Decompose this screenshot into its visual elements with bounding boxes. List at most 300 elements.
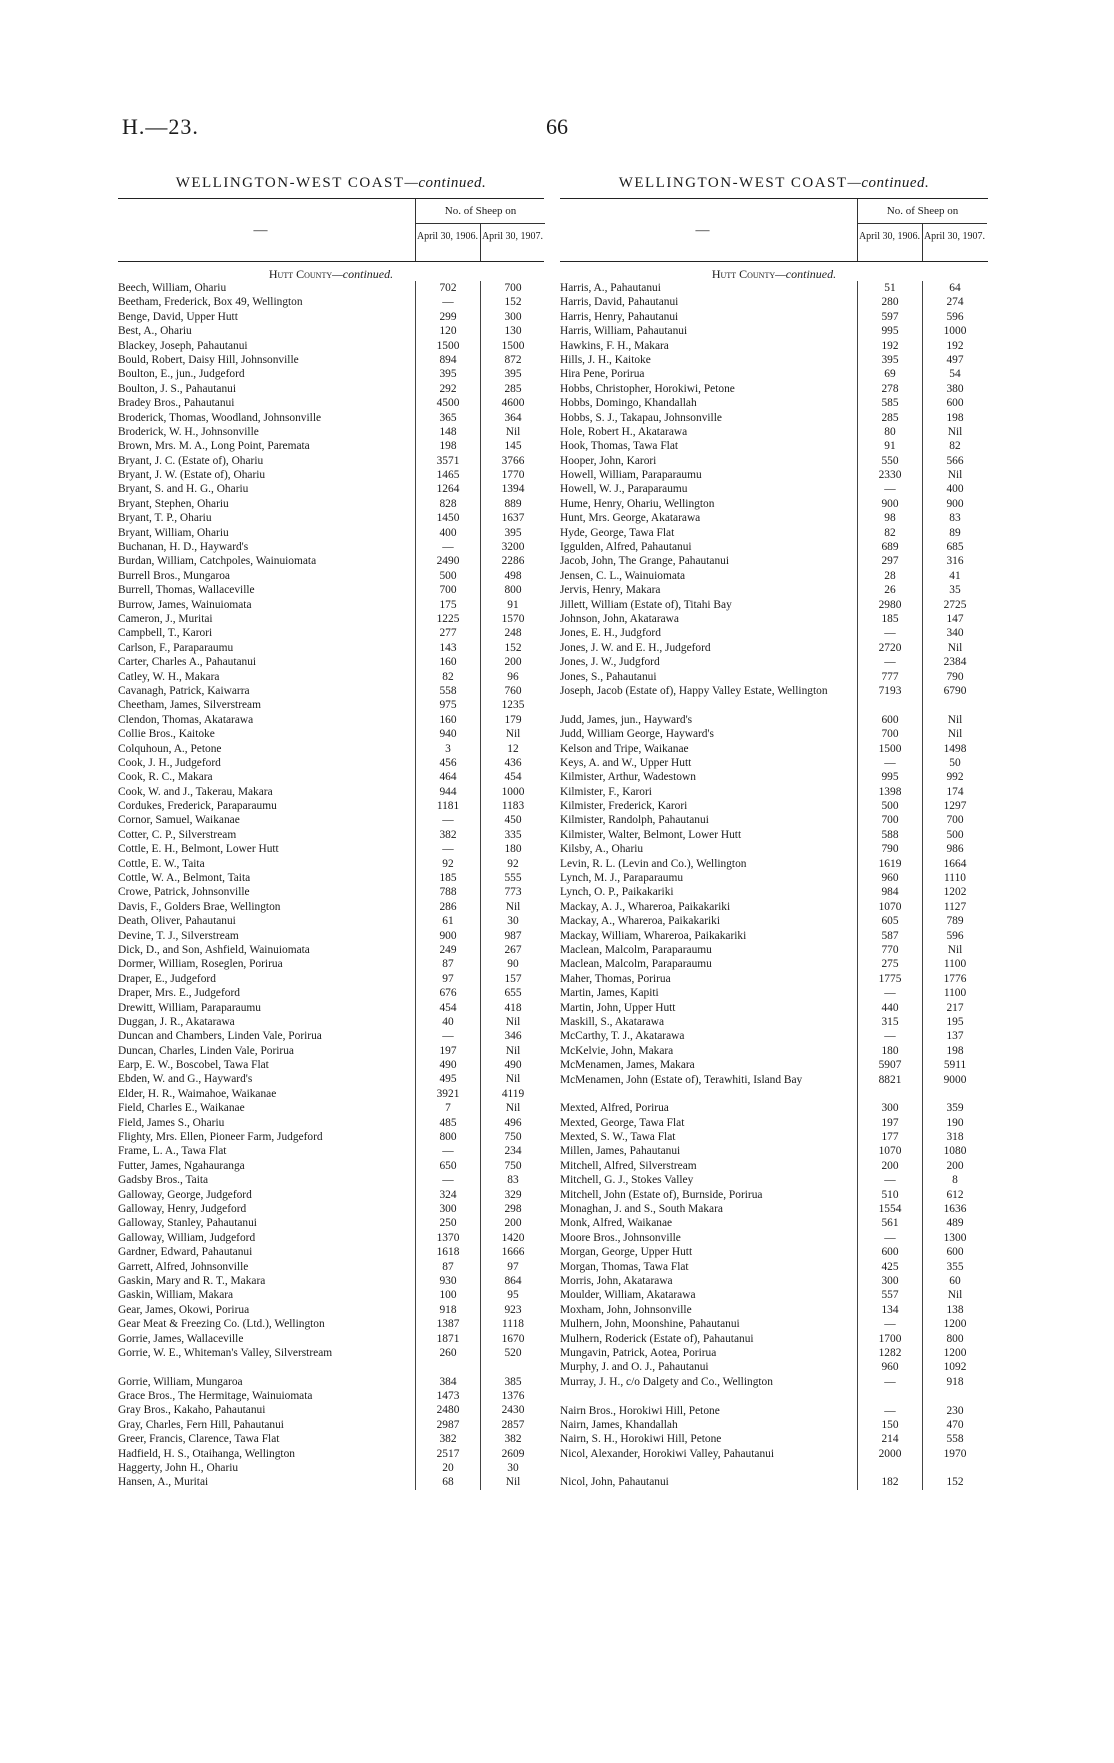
sheep-1907: 496 (480, 1116, 545, 1130)
owner-name: Futter, James, Ngahauranga (118, 1159, 245, 1172)
owner-name: Crowe, Patrick, Johnsonville (118, 886, 250, 899)
table-row (560, 1475, 988, 1489)
owner-name: Bryant, Stephen, Ohariu (118, 497, 229, 510)
sheep-1906: 395 (857, 353, 922, 367)
sheep-1907: 6790 (922, 684, 987, 713)
owner-name: Harris, A., Pahautanui (560, 282, 661, 294)
column-title: WELLINGTON-WEST COAST—continued. (175, 175, 487, 191)
table-row (560, 1173, 988, 1187)
sheep-1907: 1570 (480, 612, 545, 626)
sheep-1906: 285 (857, 411, 922, 425)
sheep-1906: 600 (857, 713, 922, 727)
sheep-1906: 975 (415, 698, 480, 712)
sheep-1906: 550 (857, 454, 922, 468)
sheep-1906: 280 (857, 295, 922, 309)
owner-name: Frame, L. A., Tawa Flat (118, 1145, 227, 1158)
table-row (118, 943, 544, 957)
sheep-1906: 600 (857, 1245, 922, 1259)
sheep-1907: Nil (922, 943, 987, 957)
sheep-1907: 655 (480, 986, 545, 1000)
table-header (118, 198, 544, 262)
sheep-1906: 454 (415, 1001, 480, 1015)
sheep-1906: 148 (415, 425, 480, 439)
sheep-1907: 1080 (922, 1144, 987, 1158)
sheep-1906: 944 (415, 785, 480, 799)
table-row (118, 871, 544, 885)
table-row (560, 598, 988, 612)
sheep-1906: 1619 (857, 857, 922, 871)
table-row (560, 382, 988, 396)
sheep-1907: Nil (480, 1044, 545, 1058)
table-row (118, 367, 544, 381)
sheep-1906: 87 (415, 957, 480, 971)
year-1907-header: April 30, 1907. (922, 224, 986, 261)
owner-name: Bryant, T. P., Ohariu (118, 512, 212, 525)
table-row (118, 929, 544, 943)
sheep-1906: 995 (857, 770, 922, 784)
table-row (118, 1288, 544, 1302)
sheep-1907: 230 (922, 1404, 987, 1418)
table-row (118, 885, 544, 899)
owner-name: Beetham, Frederick, Box 49, Wellington (118, 296, 303, 309)
sheep-1906: 1070 (857, 1144, 922, 1158)
sheep-1907: 9000 (922, 1073, 987, 1102)
owner-name: Bryant, J. C. (Estate of), Ohariu (118, 454, 264, 467)
sheep-1906: 185 (857, 612, 922, 626)
sheep-1907: Nil (480, 1015, 545, 1029)
sheep-1907: 1000 (480, 785, 545, 799)
table-row (118, 1403, 544, 1417)
table-row (118, 1274, 544, 1288)
owner-name: Earp, E. W., Boscobel, Tawa Flat (118, 1059, 269, 1072)
owner-name: Maher, Thomas, Porirua (560, 972, 671, 985)
table-row (118, 1116, 544, 1130)
year-1906-header: April 30, 1906. (415, 224, 479, 261)
sheep-1907: 520 (480, 1346, 545, 1375)
sheep-1906: 597 (857, 310, 922, 324)
table-row (118, 1231, 544, 1245)
sheep-1906: 1473 (415, 1389, 480, 1403)
owner-name: Bryant, William, Ohariu (118, 526, 229, 539)
sheep-1907: 1110 (922, 871, 987, 885)
sheep-1907: 454 (480, 770, 545, 784)
owner-name: Death, Oliver, Pahautanui (118, 915, 236, 928)
sheep-1906: 1070 (857, 900, 922, 914)
sheep-1906: 7 (415, 1101, 480, 1115)
owner-name: Hobbs, Christopher, Horokiwi, Petone (560, 382, 735, 395)
sheep-1906: 456 (415, 756, 480, 770)
sheep-1907: Nil (922, 641, 987, 655)
owner-name: Cordukes, Frederick, Paraparaumu (118, 800, 277, 813)
table-row (560, 813, 988, 827)
sheep-1906: 788 (415, 885, 480, 899)
table-row (118, 1159, 544, 1173)
table-row (560, 281, 988, 295)
table-row (118, 1245, 544, 1259)
sheep-1907: 90 (480, 957, 545, 971)
sheep-1907: 174 (922, 785, 987, 799)
owner-name: Duggan, J. R., Akatarawa (118, 1015, 235, 1028)
table-row (560, 1432, 988, 1446)
sheep-1906: 134 (857, 1303, 922, 1317)
sheep-1906: 984 (857, 885, 922, 899)
owner-name: Hira Pene, Porirua (560, 368, 645, 381)
owner-name: Draper, E., Judgeford (118, 972, 216, 985)
owner-name: Mitchell, G. J., Stokes Valley (560, 1174, 694, 1187)
table-row (118, 511, 544, 525)
sheep-1906: 587 (857, 929, 922, 943)
table-header (560, 198, 988, 262)
owner-name: Galloway, Stanley, Pahautanui (118, 1217, 257, 1230)
owner-name: Levin, R. L. (Levin and Co.), Wellington (560, 857, 747, 870)
sheep-1907: 750 (480, 1159, 545, 1173)
owner-name: Gray, Charles, Fern Hill, Pahautanui (118, 1418, 284, 1431)
sheep-1906: 676 (415, 986, 480, 1000)
table-row (118, 1001, 544, 1015)
owner-name: Johnson, John, Akatarawa (560, 612, 679, 625)
owner-name: Drewitt, William, Paraparaumu (118, 1001, 261, 1014)
sheep-1906: 260 (415, 1346, 480, 1375)
table-row (118, 698, 544, 712)
sheep-1907: Nil (480, 1072, 545, 1086)
owner-name: Dormer, William, Roseglen, Porirua (118, 958, 283, 971)
sheep-1907: 986 (922, 842, 987, 856)
table-row (118, 684, 544, 698)
sheep-1906: 292 (415, 382, 480, 396)
owner-name: Nicol, John, Pahautanui (560, 1476, 669, 1489)
sheep-1906: 365 (415, 411, 480, 425)
owner-name: Kilmister, F., Karori (560, 785, 652, 798)
sheep-1906: 7193 (857, 684, 922, 713)
sheep-1906: — (857, 626, 922, 640)
table-row (560, 842, 988, 856)
sheep-1907: 600 (922, 396, 987, 410)
sheep-1906: 800 (415, 1130, 480, 1144)
owner-name: Maclean, Malcolm, Paraparaumu (560, 958, 712, 971)
table-row (118, 641, 544, 655)
sheep-1907: 54 (922, 367, 987, 381)
sheep-owner-list (118, 281, 544, 1490)
sheep-1907: 152 (922, 1475, 987, 1489)
table-row (118, 1202, 544, 1216)
table-row (560, 468, 988, 482)
sheep-1906: 299 (415, 310, 480, 324)
owner-name: Murphy, J. and O. J., Pahautanui (560, 1361, 709, 1374)
sheep-1906: — (857, 986, 922, 1000)
table-row (118, 1144, 544, 1158)
sheep-1906: 485 (415, 1116, 480, 1130)
sheep-1906: 300 (857, 1101, 922, 1115)
owner-name: Martin, John, Upper Hutt (560, 1001, 676, 1014)
sheep-1907: 4600 (480, 396, 545, 410)
sheep-1907: 685 (922, 540, 987, 554)
owner-name: Judd, James, jun., Hayward's (560, 713, 693, 726)
owner-name: McMenamen, John (Estate of), Terawhiti, Island Bay (560, 1073, 803, 1086)
table-row (118, 914, 544, 928)
table-row (560, 612, 988, 626)
sheep-1907: 1300 (922, 1231, 987, 1245)
sheep-1906: 278 (857, 382, 922, 396)
table-row (118, 396, 544, 410)
table-row (560, 1144, 988, 1158)
owner-name: Kilmister, Randolph, Pahautanui (560, 814, 709, 827)
table-row (560, 1375, 988, 1404)
sheep-1907: 200 (480, 655, 545, 669)
sheep-1907: 298 (480, 1202, 545, 1216)
sheep-1906: — (857, 482, 922, 496)
table-row (560, 626, 988, 640)
sheep-1906: 382 (415, 1432, 480, 1446)
table-row (118, 1044, 544, 1058)
owner-name: Burrell, Thomas, Wallaceville (118, 584, 255, 597)
owner-name: Jones, J. W., Judgford (560, 656, 660, 669)
sheep-1906: — (857, 655, 922, 669)
owner-name: Cook, W. and J., Takerau, Makara (118, 785, 273, 798)
sheep-1907: 3766 (480, 454, 545, 468)
owner-name: Monaghan, J. and S., South Makara (560, 1203, 723, 1216)
owner-name: Blackey, Joseph, Pahautanui (118, 339, 248, 352)
sheep-1906: 92 (415, 857, 480, 871)
table-row (118, 626, 544, 640)
sheep-1907: 274 (922, 295, 987, 309)
owner-name: Hansen, A., Muritai (118, 1476, 209, 1489)
table-row (118, 1418, 544, 1432)
sheep-1907: 145 (480, 439, 545, 453)
owner-name: Lynch, O. P., Paikakariki (560, 886, 674, 899)
table-row (560, 742, 988, 756)
table-row (560, 929, 988, 943)
table-row (118, 727, 544, 741)
sheep-1907: 1297 (922, 799, 987, 813)
sheep-1907: 566 (922, 454, 987, 468)
sheep-count-header: No. of Sheep on (857, 199, 987, 224)
right-column (560, 172, 988, 1490)
owner-name: Benge, David, Upper Hutt (118, 310, 238, 323)
sheep-1906: 1450 (415, 511, 480, 525)
owner-name: Nairn, James, Khandallah (560, 1418, 678, 1431)
table-row (118, 1173, 544, 1187)
owner-name: Best, A., Ohariu (118, 325, 192, 338)
sheep-1906: — (857, 1404, 922, 1418)
sheep-1907: 152 (480, 295, 545, 309)
sheep-1907: 335 (480, 828, 545, 842)
owner-name: Galloway, William, Judgeford (118, 1231, 256, 1244)
sheep-1906: 97 (415, 972, 480, 986)
owner-name: Cottle, E. H., Belmont, Lower Hutt (118, 843, 279, 856)
sheep-1907: 380 (922, 382, 987, 396)
owner-name: Jones, E. H., Judgford (560, 627, 661, 640)
sheep-1907: 889 (480, 497, 545, 511)
sheep-1907: 987 (480, 929, 545, 943)
sheep-1907: 2857 (480, 1418, 545, 1432)
sheep-1907: 923 (480, 1303, 545, 1317)
sheep-1906: 315 (857, 1015, 922, 1029)
table-row (560, 900, 988, 914)
table-row (560, 1360, 988, 1374)
table-row (118, 612, 544, 626)
sheep-1907: 872 (480, 353, 545, 367)
sheep-1906: 1387 (415, 1317, 480, 1331)
sheep-1907: 83 (480, 1173, 545, 1187)
sheep-1907: 4119 (480, 1087, 545, 1101)
table-row (560, 511, 988, 525)
owner-name: Iggulden, Alfred, Pahautanui (560, 541, 692, 554)
sheep-1907: 138 (922, 1303, 987, 1317)
owner-name: Gear, James, Okowi, Porirua (118, 1303, 250, 1316)
owner-name: Gear Meat & Freezing Co. (Ltd.), Wellington (118, 1318, 325, 1331)
owner-name: Nicol, Alexander, Horokiwi Valley, Pahautanui (560, 1447, 775, 1460)
sheep-1907: 1670 (480, 1332, 545, 1346)
table-row (560, 1159, 988, 1173)
sheep-1906: 3571 (415, 454, 480, 468)
table-row (118, 281, 544, 295)
sheep-1907: 400 (922, 482, 987, 496)
sheep-1907: 1183 (480, 799, 545, 813)
table-row (560, 1404, 988, 1418)
table-row (118, 1432, 544, 1446)
sheep-1907: 195 (922, 1015, 987, 1029)
sheep-1906: 2490 (415, 554, 480, 568)
owner-name: Morgan, George, Upper Hutt (560, 1246, 693, 1259)
owner-name: Hunt, Mrs. George, Akatarawa (560, 512, 701, 525)
sheep-1906: 2980 (857, 598, 922, 612)
page-number: 66 (546, 114, 568, 139)
sheep-1907: 359 (922, 1101, 987, 1115)
sheep-1907: Nil (922, 713, 987, 727)
sheep-1907: 385 (480, 1375, 545, 1389)
owner-name: Duncan, Charles, Linden Vale, Porirua (118, 1044, 294, 1057)
sheep-1906: 277 (415, 626, 480, 640)
table-row (560, 1029, 988, 1043)
table-row (560, 454, 988, 468)
table-row (560, 1418, 988, 1432)
sheep-count-header: No. of Sheep on (415, 199, 545, 224)
table-row (118, 1101, 544, 1115)
table-row (118, 540, 544, 554)
sheep-1906: 500 (857, 799, 922, 813)
sheep-1907: 285 (480, 382, 545, 396)
sheep-1906: 828 (415, 497, 480, 511)
owner-name: Mackay, A., Whareroa, Paikakariki (560, 915, 721, 928)
table-row (118, 454, 544, 468)
table-row (560, 1001, 988, 1015)
owner-name: Grace Bros., The Hermitage, Wainuiomata (118, 1390, 313, 1403)
table-row (118, 1461, 544, 1475)
owner-name: Bryant, J. W. (Estate of), Ohariu (118, 469, 266, 482)
owner-name: Millen, James, Pahautanui (560, 1145, 681, 1158)
owner-name: Boulton, E., jun., Judgeford (118, 368, 245, 381)
sheep-1906: 2720 (857, 641, 922, 655)
owner-name: Moore Bros., Johnsonville (560, 1231, 681, 1244)
owner-name: Cavanagh, Patrick, Kaiwarra (118, 684, 250, 697)
sheep-1907: 190 (922, 1116, 987, 1130)
sheep-1906: 198 (415, 439, 480, 453)
owner-name: Burdan, William, Catchpoles, Wainuiomata (118, 555, 317, 568)
section-heading: Hutt County—continued. (711, 267, 837, 281)
sheep-1907: 2384 (922, 655, 987, 669)
sheep-1906: 940 (415, 727, 480, 741)
sheep-1907: 1376 (480, 1389, 545, 1403)
sheep-1907: 217 (922, 1001, 987, 1015)
owner-name: Nairn Bros., Horokiwi Hill, Petone (560, 1404, 720, 1417)
sheep-1907: 558 (922, 1432, 987, 1446)
sheep-1907: 355 (922, 1260, 987, 1274)
table-row (118, 324, 544, 338)
sheep-1907: 596 (922, 310, 987, 324)
sheep-1906: 1398 (857, 785, 922, 799)
table-row (118, 1188, 544, 1202)
owner-name: Mitchell, John (Estate of), Burnside, Porirua (560, 1188, 763, 1201)
sheep-1907: 1637 (480, 511, 545, 525)
owner-name: Morgan, Thomas, Tawa Flat (560, 1260, 689, 1273)
owner-name: Mexted, Alfred, Porirua (560, 1102, 669, 1115)
owner-name: Jensen, C. L., Wainuiomata (560, 569, 686, 582)
sheep-1906: 249 (415, 943, 480, 957)
sheep-1906: 160 (415, 655, 480, 669)
sheep-1907: 346 (480, 1029, 545, 1043)
owner-name: Davis, F., Golders Brae, Wellington (118, 900, 281, 913)
table-row (118, 1130, 544, 1144)
sheep-1907: 596 (922, 929, 987, 943)
owner-name: Kilmister, Frederick, Karori (560, 800, 688, 813)
sheep-1907: 1200 (922, 1317, 987, 1331)
sheep-1907: Nil (922, 1288, 987, 1302)
sheep-1907: 3200 (480, 540, 545, 554)
table-row (118, 1072, 544, 1086)
sheep-1906: 297 (857, 554, 922, 568)
table-row (560, 1015, 988, 1029)
owner-name: Jervis, Henry, Makara (560, 584, 661, 597)
table-row (118, 598, 544, 612)
owner-name: Hook, Thomas, Tawa Flat (560, 440, 679, 453)
sheep-1906: — (857, 1317, 922, 1331)
sheep-1906: — (415, 1029, 480, 1043)
sheep-1906: 182 (857, 1475, 922, 1489)
sheep-1907: 992 (922, 770, 987, 784)
owner-name: Duncan and Chambers, Linden Vale, Porirua (118, 1030, 322, 1043)
sheep-1906: 1871 (415, 1332, 480, 1346)
table-row (560, 1044, 988, 1058)
table-row (118, 1475, 544, 1489)
sheep-1907: Nil (922, 468, 987, 482)
sheep-1907: 1202 (922, 885, 987, 899)
table-row (560, 1216, 988, 1230)
owner-name: Harris, William, Pahautanui (560, 325, 688, 338)
sheep-1906: 2000 (857, 1447, 922, 1476)
sheep-1906: 464 (415, 770, 480, 784)
sheep-1907: 329 (480, 1188, 545, 1202)
table-row (118, 957, 544, 971)
table-row (118, 497, 544, 511)
sheep-1907: 2725 (922, 598, 987, 612)
owner-name: Murray, J. H., c/o Dalgety and Co., Wellington (560, 1375, 773, 1388)
sheep-1906: 100 (415, 1288, 480, 1302)
sheep-1906: 20 (415, 1461, 480, 1475)
sheep-1907: 30 (480, 1461, 545, 1475)
table-row (560, 641, 988, 655)
owner-name: Cottle, W. A., Belmont, Taita (118, 872, 251, 885)
owner-name: Carter, Charles A., Pahautanui (118, 656, 257, 669)
owner-name: Keys, A. and W., Upper Hutt (560, 756, 692, 769)
owner-name: Nairn, S. H., Horokiwi Hill, Petone (560, 1433, 722, 1446)
sheep-1907: 50 (922, 756, 987, 770)
sheep-1906: 300 (415, 1202, 480, 1216)
sheep-1906: 500 (415, 569, 480, 583)
owner-name: Cook, J. H., Judgeford (118, 756, 221, 769)
owner-name: Hole, Robert H., Akatarawa (560, 425, 688, 438)
table-row (560, 713, 988, 727)
owner-name: Gorrie, William, Mungaroa (118, 1375, 243, 1388)
